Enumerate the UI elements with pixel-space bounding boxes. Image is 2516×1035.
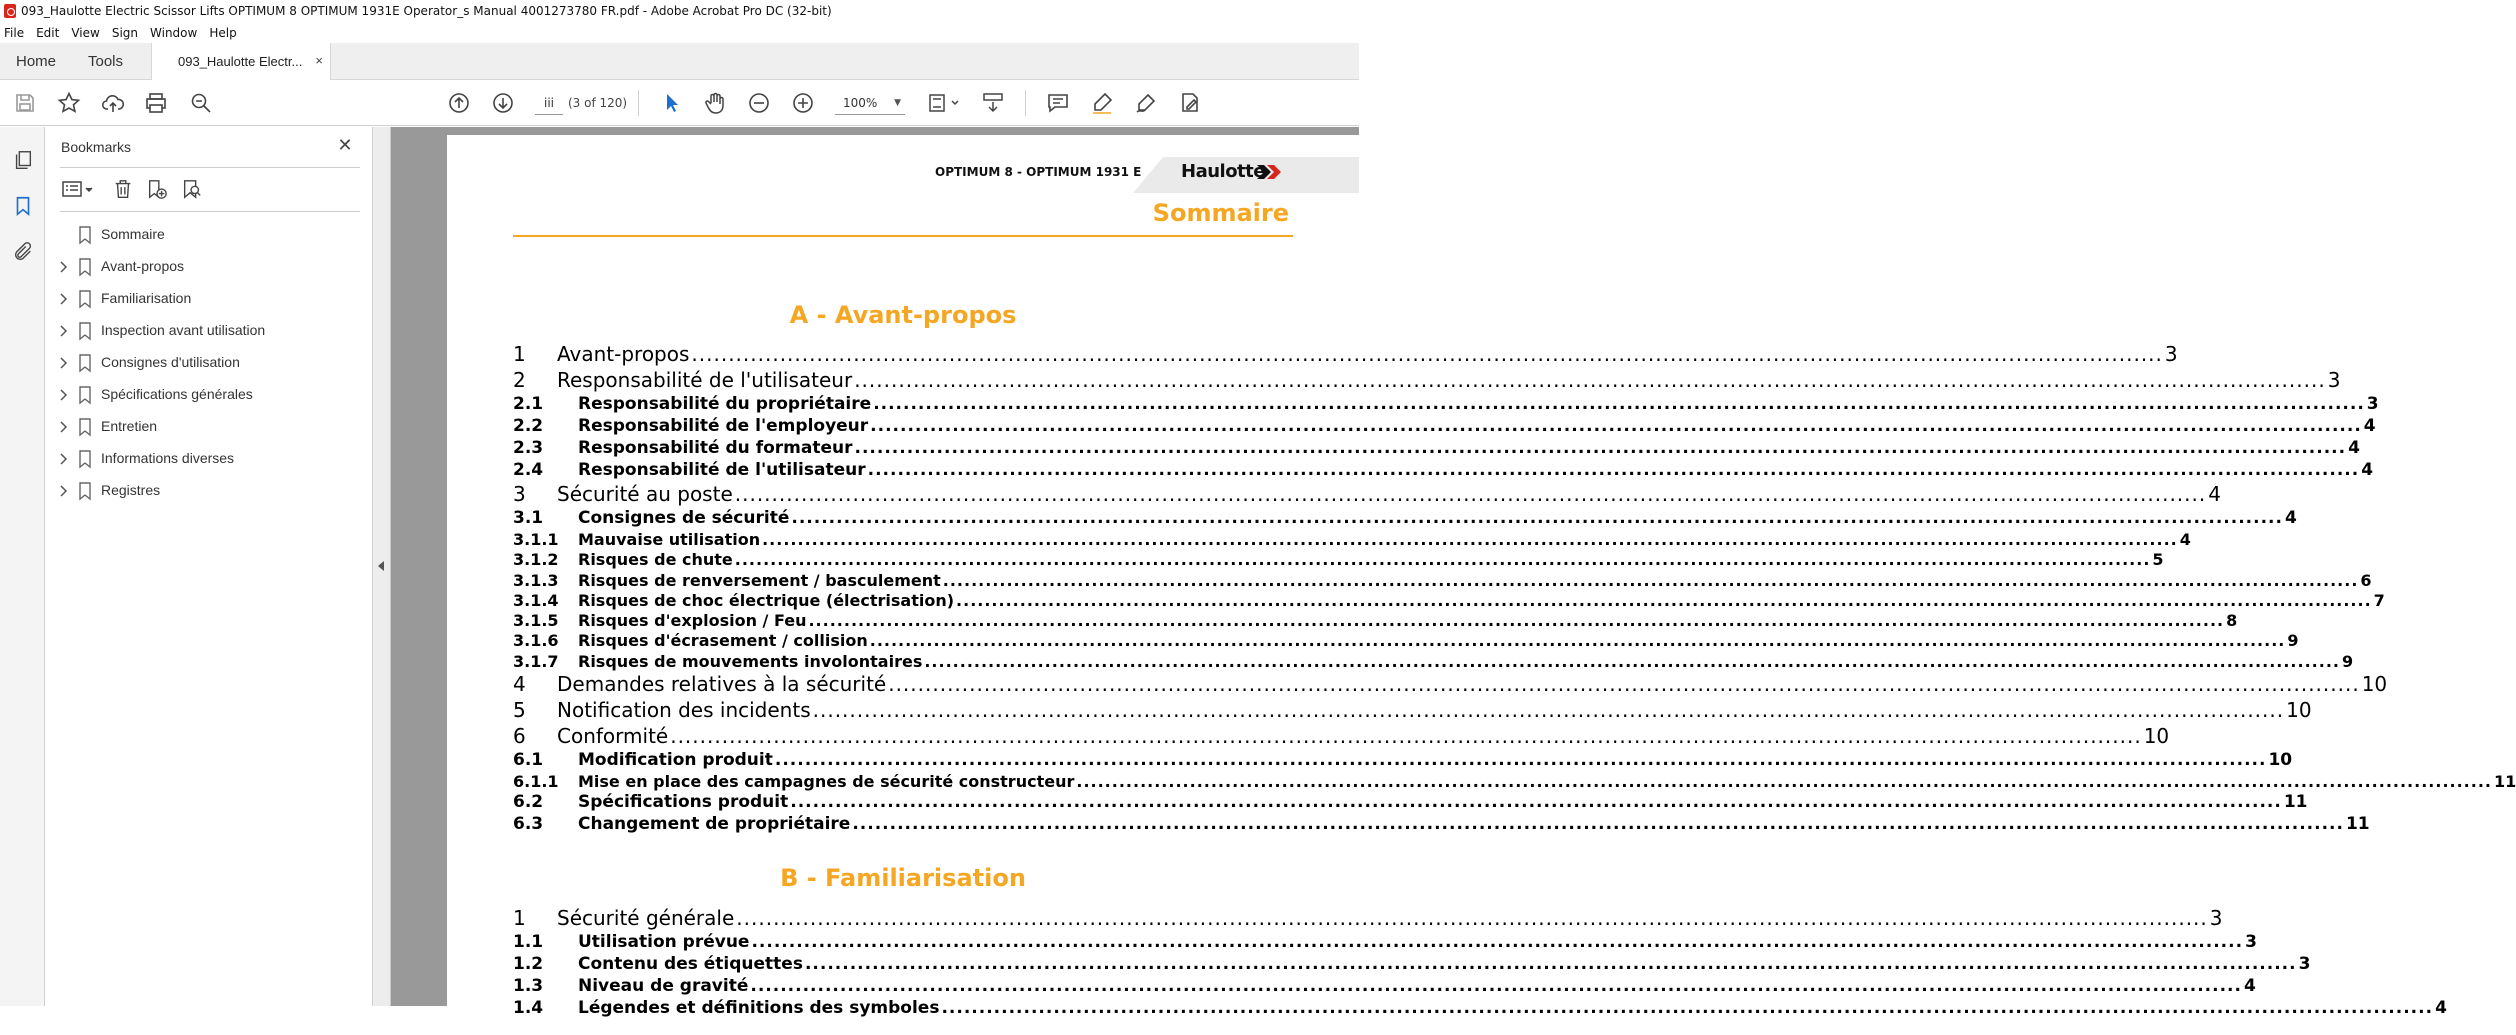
- toc-text: Risques d'explosion / Feu: [578, 611, 807, 631]
- toc-leader: ........................................................................................................................................................................................................: [869, 631, 2286, 651]
- toc-text: Responsabilité de l'employeur: [578, 416, 869, 436]
- toc-text: Responsabilité du formateur: [578, 438, 853, 458]
- fit-page-icon[interactable]: [926, 90, 962, 116]
- toc-entry[interactable]: [513, 932, 2257, 954]
- toc-leader: ........................................................................................................................................................................................................: [941, 998, 2434, 1018]
- toc-leader: ........................................................................................................................................................................................................: [736, 906, 2208, 930]
- chevron-right-icon[interactable]: [59, 420, 69, 434]
- bookmark-item[interactable]: [45, 411, 373, 443]
- toc-page: 10: [2268, 750, 2293, 771]
- menu-sign[interactable]: Sign: [111, 25, 139, 40]
- bookmark-label: Entretien: [101, 418, 158, 434]
- bookmark-icon: [78, 386, 92, 404]
- toc-number: 1: [513, 342, 526, 366]
- toc-list: [513, 906, 2447, 1020]
- page-down-icon[interactable]: [490, 90, 516, 116]
- page-up-icon[interactable]: [446, 90, 472, 116]
- chevron-right-icon[interactable]: [59, 484, 69, 498]
- toc-text: Mauvaise utilisation: [578, 530, 761, 549]
- options-menu-icon[interactable]: [60, 177, 96, 201]
- chevron-right-icon[interactable]: [59, 292, 69, 306]
- toc-page: 10: [2286, 698, 2312, 723]
- zoom-level-select[interactable]: [835, 93, 905, 115]
- toc-leader: ........................................................................................................................................................................................................: [790, 792, 2282, 813]
- tab-bar: [0, 43, 1359, 80]
- toolbar-divider: [638, 90, 639, 116]
- hand-icon[interactable]: [702, 90, 728, 116]
- toc-text: Mise en place des campagnes de sécurité constructeur: [578, 772, 1075, 792]
- toc-page: 3: [2209, 906, 2223, 930]
- header-model: OPTIMUM 8 - OPTIMUM 1931 E: [935, 165, 1142, 179]
- toc-leader: ........................................................................................................................................................................................................: [852, 814, 2344, 835]
- toc-leader: ........................................................................................................................................................................................................: [762, 530, 2178, 549]
- toc-entry[interactable]: [513, 530, 2191, 550]
- toc-entry[interactable]: [513, 482, 2221, 508]
- toc-page: 3: [2298, 954, 2311, 974]
- chevron-right-icon[interactable]: [59, 452, 69, 466]
- save-icon[interactable]: [12, 90, 38, 116]
- toc-page: 4: [2363, 416, 2376, 436]
- tab-document[interactable]: [151, 43, 331, 80]
- page-thumbnails-icon[interactable]: [10, 147, 36, 173]
- bookmark-label: Consignes d'utilisation: [101, 354, 240, 370]
- toc-number: 3.1.6: [513, 631, 559, 651]
- logo-chevrons-icon: [1257, 164, 1287, 180]
- toc-page: 4: [2208, 482, 2221, 506]
- menu-bar: [0, 22, 1359, 43]
- toc-leader: ........................................................................................................................................................................................................: [808, 611, 2225, 631]
- toc-text: Sécurité au poste: [557, 482, 733, 506]
- chevron-right-icon[interactable]: [59, 260, 69, 274]
- bookmark-label: Familiarisation: [101, 290, 192, 306]
- toc-text: Changement de propriétaire: [578, 814, 851, 835]
- toc-page: 4: [2435, 998, 2447, 1018]
- bookmark-label: Inspection avant utilisation: [101, 322, 266, 338]
- toc-text: Risques d'écrasement / collision: [578, 631, 868, 651]
- toc-leader: ........................................................................................................................................................................................................: [750, 976, 2242, 996]
- toc-text: Spécifications produit: [578, 792, 789, 813]
- toc-page: 4: [2284, 508, 2297, 528]
- toc-page: 3: [2245, 932, 2257, 952]
- panel-splitter[interactable]: [373, 127, 391, 1006]
- toc-text: Sécurité générale: [557, 906, 735, 930]
- toc-page: 7: [2373, 590, 2385, 610]
- tab-tools[interactable]: Tools: [88, 53, 124, 70]
- fill-sign-icon[interactable]: [1177, 90, 1203, 116]
- toc-page: 3: [2327, 368, 2341, 392]
- zoom-in-icon[interactable]: [790, 90, 816, 116]
- toc-entry[interactable]: [513, 792, 2308, 814]
- toc-text: Utilisation prévue: [578, 932, 750, 952]
- toc-text: Notification des incidents: [557, 698, 811, 723]
- toc-entry[interactable]: [513, 750, 2293, 772]
- toc-entry[interactable]: [513, 906, 2223, 932]
- toc-text: Responsabilité du propriétaire: [578, 394, 872, 414]
- toc-leader: ........................................................................................................................................................................................................: [956, 590, 2372, 610]
- toc-entry[interactable]: [513, 651, 2354, 672]
- toc-text: Risques de renversement / basculement: [578, 570, 941, 590]
- attachments-icon[interactable]: [10, 239, 36, 265]
- document-viewport[interactable]: [391, 127, 2516, 1018]
- bookmark-item[interactable]: [45, 219, 373, 251]
- toc-leader: ........................................................................................................................................................................................................: [870, 416, 2362, 436]
- bookmark-label: Informations diverses: [101, 450, 235, 466]
- bookmark-label: Spécifications générales: [101, 386, 253, 402]
- toc-text: Conformité: [557, 724, 669, 749]
- toc-entry[interactable]: [513, 460, 2374, 482]
- star-icon[interactable]: [56, 90, 82, 116]
- toc-number: 3.1.5: [513, 611, 559, 631]
- toc-number: 3.1.1: [513, 530, 559, 549]
- window-title: 093_Haulotte Electric Scissor Lifts OPTIMUM 8 OPTIMUM 1931E Operator_s Manual 4001273780 FR.pdf - Adobe Acrobat Pro DC (32-bit): [21, 4, 832, 18]
- new-bookmark-icon[interactable]: [145, 177, 169, 201]
- toc-text: Niveau de gravité: [578, 976, 749, 996]
- toc-leader: ........................................................................................................................................................................................................: [791, 508, 2283, 528]
- find-bookmark-icon[interactable]: [180, 177, 204, 201]
- bookmark-item[interactable]: [45, 347, 373, 379]
- bookmark-icon: [78, 226, 92, 244]
- section-title: A - Avant-propos: [789, 301, 1017, 329]
- delete-icon[interactable]: [111, 177, 135, 201]
- toc-number: 2.1: [513, 394, 544, 414]
- toc-number: 1: [513, 906, 526, 930]
- bookmark-icon: [78, 450, 92, 468]
- haulotte-logo: Haulotte: [1181, 161, 1265, 182]
- toc-number: 6.2: [513, 792, 544, 813]
- toc-leader: ........................................................................................................................................................................................................: [691, 342, 2163, 366]
- page-count: (3 of 120): [568, 96, 628, 110]
- upload-icon[interactable]: [100, 90, 126, 116]
- bookmark-label: Avant-propos: [101, 258, 185, 274]
- toc-page: 9: [2341, 651, 2354, 671]
- pdf-page: [447, 135, 2516, 1035]
- divider: [60, 167, 360, 168]
- menu-view[interactable]: View: [71, 25, 100, 40]
- toc-leader: ........................................................................................................................................................................................................: [1076, 772, 2492, 792]
- toc-text: Risques de choc électrique (électrisation): [578, 590, 955, 610]
- toc-number: 6.1: [513, 750, 544, 771]
- toc-entry[interactable]: [513, 368, 2341, 394]
- toc-number: 2.2: [513, 416, 544, 436]
- toc-number: 3.1.7: [513, 651, 559, 671]
- tab-document-label: 093_Haulotte Electr...: [178, 54, 303, 69]
- bookmark-item[interactable]: [45, 379, 373, 411]
- toc-entry[interactable]: [513, 814, 2370, 836]
- title-rule: [513, 235, 1293, 237]
- toc-entry[interactable]: [513, 976, 2256, 998]
- scroll-mode-icon[interactable]: [980, 90, 1006, 116]
- toc-leader: ........................................................................................................................................................................................................: [873, 394, 2365, 414]
- toc-entry[interactable]: [513, 954, 2311, 976]
- bookmark-item[interactable]: [45, 251, 373, 283]
- chevron-right-icon[interactable]: [59, 324, 69, 338]
- divider: [60, 211, 360, 212]
- toc-entry[interactable]: [513, 698, 2312, 724]
- menu-help[interactable]: Help: [209, 25, 237, 40]
- bookmark-icon: [78, 482, 92, 500]
- bookmark-icon: [78, 322, 92, 340]
- bookmarks-title: Bookmarks: [61, 139, 132, 155]
- toc-page: 11: [2493, 772, 2516, 792]
- toc-leader: ........................................................................................................................................................................................................: [670, 724, 2142, 749]
- toc-leader: ........................................................................................................................................................................................................: [854, 368, 2326, 392]
- toc-number: 3.1.3: [513, 570, 559, 590]
- page-title: Sommaire: [1152, 199, 1289, 227]
- toc-number: 1.2: [513, 954, 544, 974]
- collapse-arrow-icon[interactable]: [378, 561, 384, 571]
- chevron-down-icon: ▼: [894, 98, 901, 108]
- toc-text: Avant-propos: [557, 342, 690, 366]
- page-number-input[interactable]: iii: [535, 93, 563, 115]
- toc-text: Responsabilité de l'utilisateur: [578, 460, 866, 480]
- zoom-out-icon[interactable]: [746, 90, 772, 116]
- menu-window[interactable]: Window: [150, 25, 198, 40]
- sign-icon[interactable]: [1133, 90, 1159, 116]
- left-nav-rail: [0, 127, 45, 1006]
- bookmark-label: Registres: [101, 482, 161, 498]
- bookmarks-icon[interactable]: [10, 193, 36, 219]
- toc-entry[interactable]: [513, 394, 2379, 416]
- toc-entry[interactable]: [513, 631, 2299, 651]
- toc-text: Modification produit: [578, 750, 773, 771]
- bookmark-list: [45, 219, 373, 507]
- toc-number: 5: [513, 698, 526, 723]
- toc-entry[interactable]: [513, 590, 2385, 611]
- toolbar-divider: [1025, 90, 1026, 116]
- toc-list: [513, 342, 2516, 836]
- toc-entry[interactable]: [513, 772, 2516, 792]
- toc-page: 5: [2152, 550, 2164, 570]
- title-bar: [0, 0, 1359, 22]
- toc-entry[interactable]: [513, 672, 2388, 698]
- toc-page: 4: [2179, 530, 2191, 549]
- toc-text: Consignes de sécurité: [578, 508, 790, 528]
- toc-text: Risques de chute: [578, 550, 733, 570]
- toc-text: Légendes et définitions des symboles: [578, 998, 940, 1018]
- toc-text: Contenu des étiquettes: [578, 954, 803, 974]
- toc-number: 3.1: [513, 508, 544, 528]
- menu-file[interactable]: File: [4, 25, 25, 40]
- bookmark-label: Sommaire: [101, 226, 165, 242]
- toc-page: 8: [2226, 611, 2238, 631]
- toc-leader: ........................................................................................................................................................................................................: [774, 750, 2267, 771]
- toc-entry[interactable]: [513, 342, 2178, 368]
- toc-entry[interactable]: [513, 570, 2372, 591]
- bookmark-item[interactable]: [45, 315, 373, 347]
- toc-leader: ........................................................................................................................................................................................................: [854, 438, 2347, 458]
- toc-page: 3: [2366, 394, 2379, 414]
- toc-text: Responsabilité de l'utilisateur: [557, 368, 853, 392]
- toc-number: 6.1.1: [513, 772, 559, 792]
- toc-entry[interactable]: [513, 611, 2238, 631]
- bookmarks-panel: [45, 127, 373, 1006]
- toolbar: [0, 80, 1359, 126]
- toc-number: 4: [513, 672, 526, 697]
- menu-edit[interactable]: Edit: [36, 25, 60, 40]
- toc-entry[interactable]: [513, 998, 2447, 1020]
- toc-page: 3: [2164, 342, 2178, 366]
- toc-text: Risques de mouvements involontaires: [578, 651, 923, 671]
- toc-leader: ........................................................................................................................................................................................................: [804, 954, 2297, 974]
- toc-number: 1.4: [513, 998, 544, 1018]
- bookmark-icon: [78, 290, 92, 308]
- toc-leader: ........................................................................................................................................................................................................: [888, 672, 2360, 697]
- chevron-right-icon[interactable]: [59, 356, 69, 370]
- zoom-level-value: 100%: [843, 96, 878, 110]
- toc-page: 6: [2360, 570, 2372, 590]
- bookmark-icon: [78, 258, 92, 276]
- select-arrow-icon[interactable]: [658, 90, 684, 116]
- toc-page: 10: [2143, 724, 2170, 749]
- bookmark-item[interactable]: [45, 475, 373, 507]
- toc-page: 4: [2243, 976, 2256, 996]
- toc-number: 6: [513, 724, 526, 749]
- bookmark-item[interactable]: [45, 443, 373, 475]
- highlight-icon[interactable]: [1089, 90, 1115, 116]
- toc-entry[interactable]: [513, 438, 2360, 460]
- toc-number: 3.1.4: [513, 590, 559, 610]
- bookmark-icon: [78, 354, 92, 372]
- toc-leader: ........................................................................................................................................................................................................: [867, 460, 2360, 480]
- toc-entry[interactable]: [513, 724, 2170, 750]
- toc-number: 2.4: [513, 460, 544, 480]
- toc-page: 10: [2361, 672, 2388, 697]
- toc-leader: ........................................................................................................................................................................................................: [812, 698, 2285, 723]
- toc-leader: ........................................................................................................................................................................................................: [751, 932, 2244, 952]
- toc-page: 9: [2287, 631, 2299, 651]
- toc-number: 1.3: [513, 976, 544, 996]
- toc-entry[interactable]: [513, 508, 2297, 530]
- toc-leader: ........................................................................................................................................................................................................: [734, 550, 2151, 570]
- toc-page: 11: [2345, 814, 2370, 835]
- toc-leader: ........................................................................................................................................................................................................: [924, 651, 2340, 671]
- tab-home[interactable]: Home: [16, 53, 57, 70]
- toc-number: 2.3: [513, 438, 544, 458]
- comment-icon[interactable]: [1045, 90, 1071, 116]
- print-icon[interactable]: [143, 90, 169, 116]
- acrobat-icon: [4, 4, 16, 18]
- toc-leader: ........................................................................................................................................................................................................: [942, 570, 2359, 590]
- bookmark-icon: [78, 418, 92, 436]
- tab-close-icon[interactable]: ×: [315, 53, 323, 68]
- close-icon[interactable]: ✕: [337, 135, 353, 156]
- toc-text: Demandes relatives à la sécurité: [557, 672, 887, 697]
- toc-page: 11: [2283, 792, 2308, 813]
- toc-entry[interactable]: [513, 416, 2376, 438]
- bookmark-item[interactable]: [45, 283, 373, 315]
- toc-number: 3: [513, 482, 526, 506]
- toc-page: 4: [2348, 438, 2360, 458]
- section-title: B - Familiarisation: [780, 864, 1026, 892]
- toc-number: 6.3: [513, 814, 544, 835]
- toc-page: 4: [2361, 460, 2374, 480]
- toc-leader: ........................................................................................................................................................................................................: [734, 482, 2207, 506]
- toc-entry[interactable]: [513, 550, 2164, 570]
- toc-number: 1.1: [513, 932, 544, 952]
- toc-number: 2: [513, 368, 526, 392]
- toc-number: 3.1.2: [513, 550, 559, 570]
- search-zoom-icon[interactable]: [188, 90, 214, 116]
- chevron-right-icon[interactable]: [59, 388, 69, 402]
